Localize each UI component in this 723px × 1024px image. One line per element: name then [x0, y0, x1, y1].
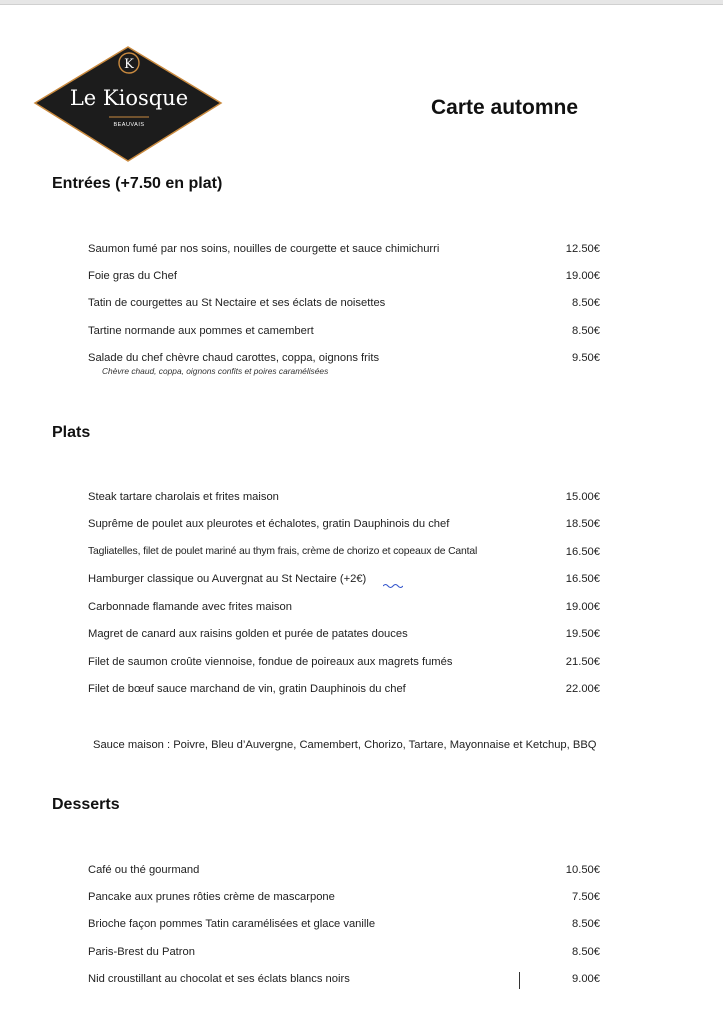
item-name: Pancake aux prunes rôties crème de mascarpone [88, 891, 335, 903]
item-price: 7.50€ [572, 891, 600, 903]
item-price: 19.50€ [565, 628, 600, 640]
menu-item [88, 518, 608, 534]
item-price: 12.50€ [565, 243, 600, 255]
item-name: Tatin de courgettes au St Nectaire et ses éclats de noisettes [88, 297, 386, 309]
section-title-plats: Plats [52, 424, 91, 441]
item-price: 8.50€ [572, 946, 600, 958]
item-name: Steak tartare charolais et frites maison [88, 491, 279, 503]
section-title-entrees: Entrées (+7.50 en plat) [52, 175, 223, 192]
item-name: Paris-Brest du Patron [88, 946, 195, 958]
menu-item [88, 297, 608, 313]
item-price: 21.50€ [565, 656, 600, 668]
item-name: Hamburger classique ou Auvergnat au St Nectaire (+2€) [88, 573, 367, 585]
viewer-top-bar [0, 0, 723, 5]
menu-item [88, 891, 608, 907]
menu-item [88, 243, 608, 259]
item-price: 10.50€ [565, 864, 600, 876]
section-title-desserts: Desserts [52, 796, 120, 813]
menu-item [88, 656, 608, 672]
menu-item [88, 683, 608, 699]
item-name: Café ou thé gourmand [88, 864, 200, 876]
le-kiosque-logo [33, 45, 223, 163]
item-name: Brioche façon pommes Tatin caramélisées et glace vanille [88, 918, 376, 930]
item-name: Saumon fumé par nos soins, nouilles de courgette et sauce chimichurri [88, 243, 440, 255]
item-name: Nid croustillant au chocolat et ses éclats blancs noirs [88, 973, 350, 985]
item-price: 19.00€ [565, 601, 600, 613]
logo-name: Le Kiosque [69, 86, 189, 110]
logo-city: BEAUVAIS [113, 122, 145, 128]
item-name: Filet de bœuf sauce marchand de vin, gratin Dauphinois du chef [88, 683, 406, 695]
menu-item [88, 352, 608, 376]
sauce-note: Sauce maison : Poivre, Bleu d’Auvergne, Camembert, Chorizo, Tartare, Mayonnaise et Ketchup, BBQ [93, 739, 597, 751]
item-name: Magret de canard aux raisins golden et purée de patates douces [88, 628, 408, 640]
menu-item [88, 946, 608, 962]
item-name: Foie gras du Chef [88, 270, 177, 282]
item-price: 9.00€ [572, 973, 600, 985]
item-name: Suprême de poulet aux pleurotes et échalotes, gratin Dauphinois du chef [88, 518, 450, 530]
menu-item [88, 628, 608, 644]
menu-item [88, 864, 608, 880]
item-price: 16.50€ [565, 546, 600, 558]
item-name: Salade du chef chèvre chaud carottes, coppa, oignons frits [88, 352, 380, 364]
item-price: 15.00€ [565, 491, 600, 503]
logo-initial: K [124, 57, 134, 72]
item-name: Filet de saumon croûte viennoise, fondue de poireaux aux magrets fumés [88, 656, 453, 668]
menu-item [88, 973, 608, 989]
text-cursor [519, 972, 520, 989]
item-price: 16.50€ [565, 573, 600, 585]
item-price: 18.50€ [565, 518, 600, 530]
menu-item [88, 491, 608, 507]
item-description: Chèvre chaud, coppa, oignons confits et poires caramélisées [102, 366, 329, 376]
spellcheck-underline [383, 583, 403, 589]
item-name: Tagliatelles, filet de poulet mariné au thym frais, crème de chorizo et copeaux de Cantal [88, 546, 478, 557]
item-price: 8.50€ [572, 297, 600, 309]
menu-item [88, 546, 608, 562]
item-price: 22.00€ [565, 683, 600, 695]
item-price: 19.00€ [565, 270, 600, 282]
menu-item [88, 325, 608, 341]
menu-item [88, 573, 608, 589]
menu-item [88, 918, 608, 934]
item-name: Tartine normande aux pommes et camembert [88, 325, 314, 337]
menu-item [88, 601, 608, 617]
item-price: 8.50€ [572, 325, 600, 337]
item-price: 8.50€ [572, 918, 600, 930]
menu-title: Carte automne [431, 96, 579, 119]
item-name: Carbonnade flamande avec frites maison [88, 601, 292, 613]
item-price: 9.50€ [572, 352, 600, 364]
menu-item [88, 270, 608, 286]
